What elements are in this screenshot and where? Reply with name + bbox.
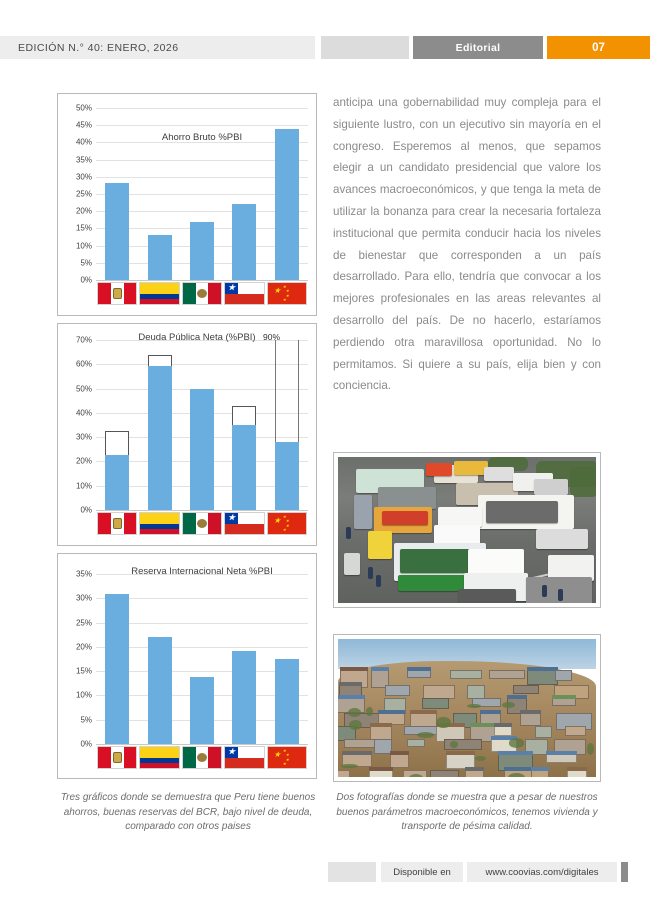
page-footer bbox=[0, 862, 650, 882]
shack-roof bbox=[480, 710, 501, 714]
bar-net-segment bbox=[275, 442, 299, 510]
shack bbox=[567, 770, 587, 777]
bar-gross-segment bbox=[148, 355, 172, 366]
x-axis-flag-label bbox=[139, 512, 179, 535]
x-axis-flag-label bbox=[267, 512, 307, 535]
bar-net-segment bbox=[190, 389, 214, 510]
bar-net-segment bbox=[148, 366, 172, 511]
china-flag: ★ ★ ★ ★ ★ bbox=[267, 746, 307, 769]
y-axis-tick-label: 15% bbox=[75, 223, 92, 233]
shack-roof bbox=[504, 767, 533, 771]
shack bbox=[465, 770, 485, 777]
vehicle bbox=[468, 549, 524, 575]
y-axis-tick-label: 5% bbox=[80, 715, 92, 725]
pedestrian bbox=[558, 589, 563, 601]
vegetation-patch bbox=[348, 708, 361, 718]
vegetation-patch bbox=[436, 717, 450, 728]
y-axis-tick-label: 15% bbox=[75, 666, 92, 676]
shack bbox=[531, 770, 549, 777]
y-axis-tick-label: 70% bbox=[75, 335, 92, 345]
x-axis-flag-label bbox=[139, 746, 179, 769]
chart-deuda-publica bbox=[57, 323, 317, 546]
china-flag: ★ ★ ★ ★ ★ bbox=[267, 512, 307, 535]
y-axis-tick-label: 0% bbox=[80, 739, 92, 749]
shack-roof bbox=[342, 751, 372, 755]
section-badge: Editorial bbox=[413, 36, 543, 59]
vegetation-patch bbox=[509, 738, 524, 747]
vegetation-patch bbox=[587, 743, 594, 755]
bar bbox=[275, 129, 299, 280]
mexico-flag bbox=[182, 746, 222, 769]
header-light-block bbox=[321, 36, 409, 59]
bar-net-segment bbox=[232, 425, 256, 510]
y-axis-tick-label: 30% bbox=[75, 172, 92, 182]
bar bbox=[190, 222, 214, 280]
chart-3-flag-labels bbox=[96, 746, 308, 769]
pedestrian bbox=[346, 527, 351, 539]
shack bbox=[552, 698, 576, 706]
vegetation-patch bbox=[366, 707, 372, 716]
mexico-flag bbox=[182, 282, 222, 305]
peru-flag bbox=[97, 512, 137, 535]
shack bbox=[385, 685, 410, 696]
bar-gross-overflow bbox=[275, 340, 299, 442]
y-axis-tick-label: 50% bbox=[75, 103, 92, 113]
colombia-flag bbox=[139, 512, 179, 535]
shack-roof bbox=[531, 767, 549, 771]
vehicle bbox=[368, 531, 392, 559]
chart-3-title: Reserva Internacional Neta %PBI bbox=[131, 566, 273, 577]
chart-1-title: Ahorro Bruto %PBI bbox=[161, 132, 243, 143]
bar bbox=[232, 651, 256, 744]
chart-2-bars bbox=[96, 340, 308, 510]
shack-roof bbox=[465, 767, 485, 771]
vehicle bbox=[344, 553, 360, 575]
shack-roof bbox=[370, 723, 392, 727]
y-axis-tick-label: 20% bbox=[75, 206, 92, 216]
bar-net-segment bbox=[105, 455, 129, 510]
edition-label: EDICIÓN N.° 40: ENERO, 2026 bbox=[0, 36, 315, 59]
charts-caption: Tres gráficos donde se demuestra que Peru tiene buenos ahorros, buenas reservas del BCR, bajo nivel de deuda, comparado con otros paises bbox=[60, 792, 316, 832]
y-axis-tick-label: 30% bbox=[75, 593, 92, 603]
x-axis-flag-label bbox=[97, 746, 137, 769]
x-axis-flag-label bbox=[224, 746, 264, 769]
y-axis-tick-label: 50% bbox=[75, 384, 92, 394]
vegetation-patch bbox=[349, 720, 362, 730]
y-axis-tick-label: 10% bbox=[75, 690, 92, 700]
y-axis-tick-label: 25% bbox=[75, 189, 92, 199]
bar-group bbox=[224, 340, 264, 510]
vehicle bbox=[382, 511, 428, 525]
y-axis-tick-label: 35% bbox=[75, 155, 92, 165]
bar bbox=[105, 183, 129, 280]
shack bbox=[546, 754, 578, 763]
china-flag: ★ ★ ★ ★ ★ bbox=[267, 282, 307, 305]
bar bbox=[148, 637, 172, 744]
vehicle bbox=[438, 507, 482, 527]
shack bbox=[489, 670, 525, 679]
x-axis-flag-label bbox=[182, 282, 222, 305]
chile-flag: ★ bbox=[224, 746, 264, 769]
shack bbox=[422, 698, 449, 709]
shack-roof bbox=[498, 751, 533, 755]
y-axis-tick-label: 5% bbox=[80, 258, 92, 268]
bar bbox=[232, 204, 256, 280]
editorial-body-text: anticipa una gobernabilidad muy compleja para el siguiente lustro, con un ejecutivo sin mayoría en el congreso. Esperemos al menos, que sepamos elegir a un candidato presidencial que valore los avances macroeconómicos, y que tenga la meta de utilizar la bonanza para crear la necesaria fortaleza institucional que permita conducir hacia los niveles de bienestar que corresponden a un país desarrollado. Para ello, tendría que convocar a los mejores profesionales en las areas relevantes al desarrollo del país. De no hacerlo, estaríamos perdiendo otra maravillosa oportunidad. No lo permitamos. Si quiere a su país, elija bien y con conciencia. bbox=[333, 96, 601, 393]
chart-reserva-internacional bbox=[57, 553, 317, 779]
footer-url-link[interactable]: www.coovias.com/digitales bbox=[467, 862, 617, 882]
vehicle bbox=[426, 463, 452, 476]
x-axis-flag-label bbox=[182, 746, 222, 769]
vegetation-patch bbox=[502, 702, 515, 708]
chile-flag: ★ bbox=[224, 512, 264, 535]
bar-group bbox=[139, 574, 179, 744]
pedestrian bbox=[368, 567, 373, 579]
shack-roof bbox=[567, 767, 587, 771]
shack-roof bbox=[552, 695, 576, 699]
shack bbox=[513, 685, 539, 694]
colombia-flag bbox=[139, 282, 179, 305]
shack bbox=[527, 670, 559, 685]
shack-roof bbox=[378, 710, 405, 714]
chart-2-annotation-90: 90% bbox=[263, 332, 281, 342]
bar bbox=[148, 235, 172, 280]
shack-roof bbox=[410, 710, 437, 714]
footer-available-label: Disponible en bbox=[381, 862, 463, 882]
traffic-jam-photo bbox=[333, 452, 601, 608]
shack-roof bbox=[390, 751, 409, 755]
shack-roof bbox=[446, 751, 476, 755]
shack bbox=[369, 770, 393, 777]
bar-group bbox=[267, 340, 307, 510]
colombia-flag bbox=[139, 746, 179, 769]
roadside-trees bbox=[570, 467, 596, 497]
shack-roof bbox=[470, 723, 496, 727]
bar-group bbox=[97, 574, 137, 744]
bar-group bbox=[97, 340, 137, 510]
chart-baseline bbox=[96, 510, 308, 511]
peru-flag bbox=[97, 746, 137, 769]
slum-photo-canvas bbox=[338, 639, 596, 777]
x-axis-flag-label bbox=[224, 282, 264, 305]
shack-roof bbox=[520, 710, 541, 714]
vehicle bbox=[354, 495, 372, 529]
shack bbox=[535, 726, 551, 738]
chile-flag: ★ bbox=[224, 282, 264, 305]
chart-3-bars bbox=[96, 574, 308, 744]
y-axis-tick-label: 45% bbox=[75, 120, 92, 130]
bar-gross-segment bbox=[232, 406, 256, 425]
shack bbox=[430, 770, 459, 777]
shack-roof bbox=[369, 767, 393, 771]
vehicle bbox=[400, 549, 472, 573]
shack-roof bbox=[338, 695, 365, 699]
vegetation-patch bbox=[450, 741, 458, 747]
chart-2-y-axis bbox=[58, 335, 96, 515]
y-axis-tick-label: 0% bbox=[80, 505, 92, 515]
y-axis-tick-label: 25% bbox=[75, 618, 92, 628]
bar bbox=[275, 659, 299, 744]
hillside-slum-photo bbox=[333, 634, 601, 782]
mexico-flag bbox=[182, 512, 222, 535]
bar-group bbox=[267, 574, 307, 744]
vehicle bbox=[534, 479, 568, 495]
shack bbox=[467, 685, 485, 699]
page-number-badge: 07 bbox=[547, 36, 650, 59]
page-header bbox=[0, 36, 650, 59]
shack bbox=[423, 685, 455, 699]
shack-roof bbox=[339, 682, 362, 686]
bar-gross-segment bbox=[105, 431, 129, 455]
bar-group bbox=[224, 574, 264, 744]
y-axis-tick-label: 20% bbox=[75, 456, 92, 466]
x-axis-flag-label bbox=[139, 282, 179, 305]
shack-roof bbox=[507, 695, 527, 699]
y-axis-tick-label: 10% bbox=[75, 481, 92, 491]
vehicle bbox=[486, 501, 558, 523]
y-axis-tick-label: 30% bbox=[75, 432, 92, 442]
bar bbox=[105, 594, 129, 744]
bar-group bbox=[182, 574, 222, 744]
x-axis-flag-label bbox=[224, 512, 264, 535]
vegetation-patch bbox=[508, 773, 525, 777]
shack bbox=[407, 739, 424, 747]
traffic-photo-canvas bbox=[338, 457, 596, 603]
shack-roof bbox=[340, 667, 368, 671]
vehicle bbox=[484, 467, 514, 481]
chart-1-flag-labels bbox=[96, 282, 308, 305]
chart-baseline bbox=[96, 744, 308, 745]
shack-roof bbox=[527, 667, 559, 671]
footer-gray-block bbox=[328, 862, 376, 882]
chart-baseline bbox=[96, 280, 308, 281]
chart-2-flag-labels bbox=[96, 512, 308, 535]
footer-spacer-left bbox=[0, 862, 328, 882]
shack bbox=[565, 726, 586, 736]
shack bbox=[520, 713, 541, 727]
shack bbox=[450, 670, 482, 679]
bar-group bbox=[182, 340, 222, 510]
vehicle bbox=[378, 487, 436, 509]
vehicle bbox=[536, 529, 588, 549]
shack-roof bbox=[494, 723, 512, 727]
y-axis-tick-label: 35% bbox=[75, 569, 92, 579]
y-axis-tick-label: 60% bbox=[75, 359, 92, 369]
shack-roof bbox=[371, 667, 389, 671]
y-axis-tick-label: 40% bbox=[75, 408, 92, 418]
bar bbox=[190, 677, 214, 744]
shack bbox=[370, 726, 392, 740]
footer-end-mark bbox=[621, 862, 628, 882]
x-axis-flag-label bbox=[97, 512, 137, 535]
shack-roof bbox=[546, 751, 578, 755]
charts-panel bbox=[57, 93, 317, 785]
y-axis-tick-label: 0% bbox=[80, 275, 92, 285]
peru-flag bbox=[97, 282, 137, 305]
chart-2-title: Deuda Pública Neta (%PBI) bbox=[138, 332, 256, 343]
photos-caption: Dos fotografías donde se muestra que a pesar de nuestros buenos parámetros macroeconómicos, tenemos vivienda y transporte de pésima calidad. bbox=[336, 792, 598, 832]
shack bbox=[407, 670, 431, 678]
x-axis-flag-label bbox=[97, 282, 137, 305]
y-axis-tick-label: 20% bbox=[75, 642, 92, 652]
shack bbox=[338, 770, 350, 777]
shack bbox=[494, 726, 512, 736]
y-axis-tick-label: 40% bbox=[75, 137, 92, 147]
x-axis-flag-label bbox=[182, 512, 222, 535]
shack-roof bbox=[407, 667, 431, 671]
pedestrian bbox=[542, 585, 547, 597]
vehicle bbox=[458, 589, 516, 603]
y-axis-tick-label: 10% bbox=[75, 241, 92, 251]
bar-group bbox=[139, 340, 179, 510]
vehicle bbox=[454, 461, 488, 475]
chart-ahorro-bruto bbox=[57, 93, 317, 316]
x-axis-flag-label bbox=[267, 746, 307, 769]
shack bbox=[555, 670, 572, 681]
chart-3-y-axis bbox=[58, 569, 96, 749]
pedestrian bbox=[376, 575, 381, 587]
x-axis-flag-label bbox=[267, 282, 307, 305]
footer-spacer-right bbox=[628, 862, 650, 882]
